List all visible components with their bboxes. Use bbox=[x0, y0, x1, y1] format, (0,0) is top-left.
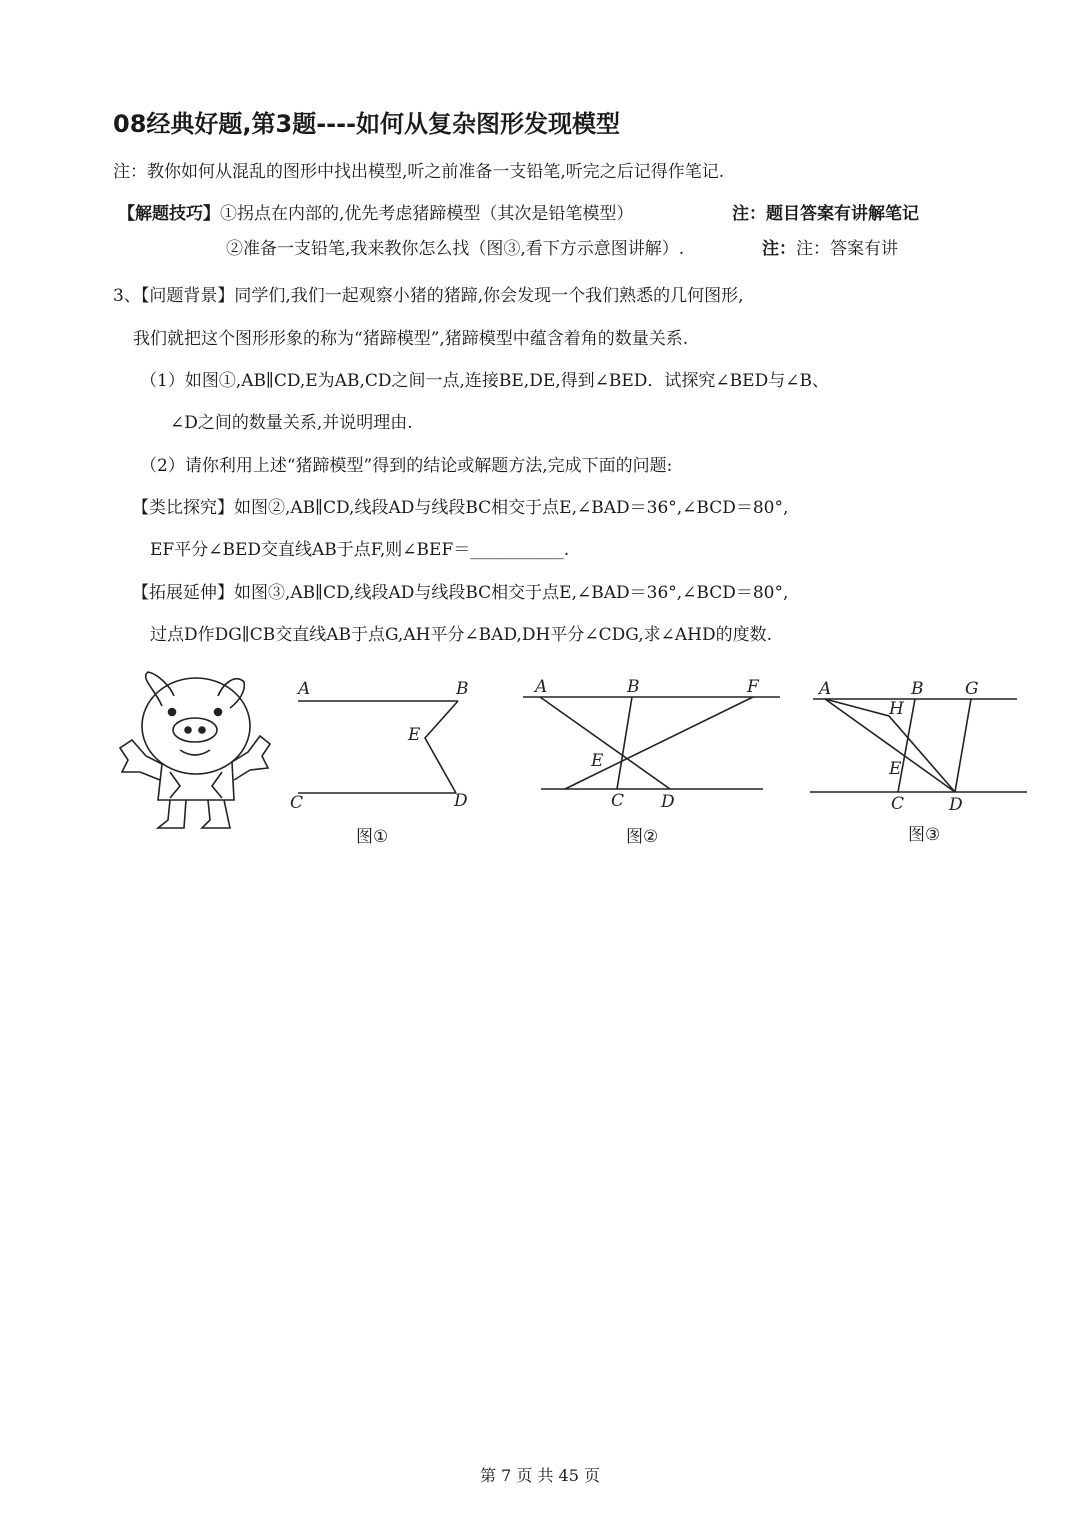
analogy-line-1 bbox=[132, 496, 788, 520]
question-1-line-2: ∠D之间的数量关系,并说明理由. bbox=[170, 413, 413, 433]
analogy-text-1: 如图②,AB∥CD,线段AD与线段BC相交于点E,∠BAD＝36°,∠BCD＝80°, bbox=[234, 498, 789, 518]
analogy-label: 【类比探究】 bbox=[132, 498, 234, 518]
extension-text-1: 如图③,AB∥CD,线段AD与线段BC相交于点E,∠BAD＝36°,∠BCD＝80°, bbox=[234, 583, 789, 603]
fig3-label-b: B bbox=[911, 679, 924, 699]
figure-1 bbox=[280, 672, 480, 822]
pig-right-eye bbox=[215, 709, 222, 716]
problem-background-1: 3、【问题背景】同学们,我们一起观察小猪的猪蹄,你会发现一个我们熟悉的几何图形, bbox=[113, 286, 744, 306]
pig-head bbox=[142, 678, 250, 774]
fig2-label-a: A bbox=[535, 677, 548, 697]
fig1-label-b: B bbox=[456, 679, 469, 699]
fig3-label-a: A bbox=[819, 679, 832, 699]
fig2-caption: 图② bbox=[626, 827, 659, 847]
pig-right-arm bbox=[232, 736, 270, 780]
fig1-label-e: E bbox=[408, 725, 421, 745]
extension-line-2: 过点D作DG∥CB交直线AB于点G,AH平分∠BAD,DH平分∠CDG,求∠AHD的度数. bbox=[150, 625, 772, 645]
fig2-label-e: E bbox=[591, 751, 604, 771]
pig-left-arm bbox=[120, 740, 162, 780]
fig3-label-e: E bbox=[889, 759, 902, 779]
fig2-label-f: F bbox=[747, 677, 759, 697]
pig-illustration bbox=[110, 668, 280, 833]
fig3-label-c: C bbox=[891, 794, 905, 814]
tips-label: 【解题技巧】 bbox=[118, 204, 220, 224]
fig2-label-c: C bbox=[611, 791, 625, 811]
fig3-label-g: G bbox=[965, 679, 979, 699]
pig-left-eye bbox=[169, 709, 176, 716]
fig1-polyline-bed bbox=[425, 701, 458, 793]
pig-right-leg bbox=[202, 800, 230, 828]
fig1-caption: 图① bbox=[356, 827, 389, 847]
fig2-label-b: B bbox=[627, 677, 640, 697]
note-text: 注：教你如何从混乱的图形中找出模型,听之前准备一支铅笔,听完之后记得作笔记. bbox=[113, 162, 725, 182]
fig3-caption: 图③ bbox=[908, 825, 941, 845]
problem-background-2: 我们就把这个图形形象的称为“猪蹄模型”,猪蹄模型中蕴含着角的数量关系. bbox=[133, 329, 689, 349]
fig3-line-dg bbox=[955, 699, 971, 792]
extension-line-1 bbox=[132, 581, 788, 605]
fig3-label-h: H bbox=[889, 699, 904, 719]
pig-left-leg bbox=[158, 800, 186, 828]
tips-item-2: ②准备一支铅笔,我来教你怎么找（图③,看下方示意图讲解）. bbox=[226, 239, 685, 259]
pig-vest bbox=[170, 772, 222, 798]
question-2: （2）请你利用上述“猪蹄模型”得到的结论或解题方法,完成下面的问题: bbox=[140, 456, 673, 476]
tips-note-1: 注：题目答案有讲解笔记 bbox=[732, 204, 919, 224]
pig-mouth bbox=[180, 750, 210, 755]
fig2-label-d: D bbox=[661, 792, 675, 812]
fig1-label-a: A bbox=[298, 679, 311, 699]
question-1-line-1: （1）如图①,AB∥CD,E为AB,CD之间一点,连接BE,DE,得到∠BED．试探究∠BED与∠B、 bbox=[140, 371, 829, 391]
fig2-segment-bc bbox=[617, 697, 632, 789]
fig2-line-ef bbox=[565, 697, 753, 789]
page-footer: 第 7 页 共 45 页 bbox=[480, 1466, 600, 1485]
pig-snout bbox=[173, 718, 217, 742]
fig3-label-d: D bbox=[949, 795, 963, 815]
page-title: 08经典好题,第3题----如何从复杂图形发现模型 bbox=[113, 110, 621, 138]
tips-item-1: ①拐点在内部的,优先考虑猪蹄模型（其次是铅笔模型） bbox=[220, 204, 634, 224]
figure-3 bbox=[805, 672, 1035, 822]
pig-nostril-left bbox=[185, 727, 191, 733]
analogy-line-2: EF平分∠BED交直线AB于点F,则∠BEF＝___________. bbox=[150, 540, 570, 560]
tips-note-2: 注：注：答案有讲 bbox=[762, 239, 898, 259]
pig-nostril-right bbox=[199, 727, 205, 733]
tips-line-1 bbox=[118, 202, 633, 226]
fig2-segment-ad bbox=[540, 697, 670, 789]
extension-label: 【拓展延伸】 bbox=[132, 583, 234, 603]
fig1-label-d: D bbox=[454, 791, 468, 811]
tips-note-2-text: 注：答案有讲 bbox=[796, 239, 898, 259]
fig1-label-c: C bbox=[290, 793, 304, 813]
figure-2 bbox=[515, 672, 790, 822]
